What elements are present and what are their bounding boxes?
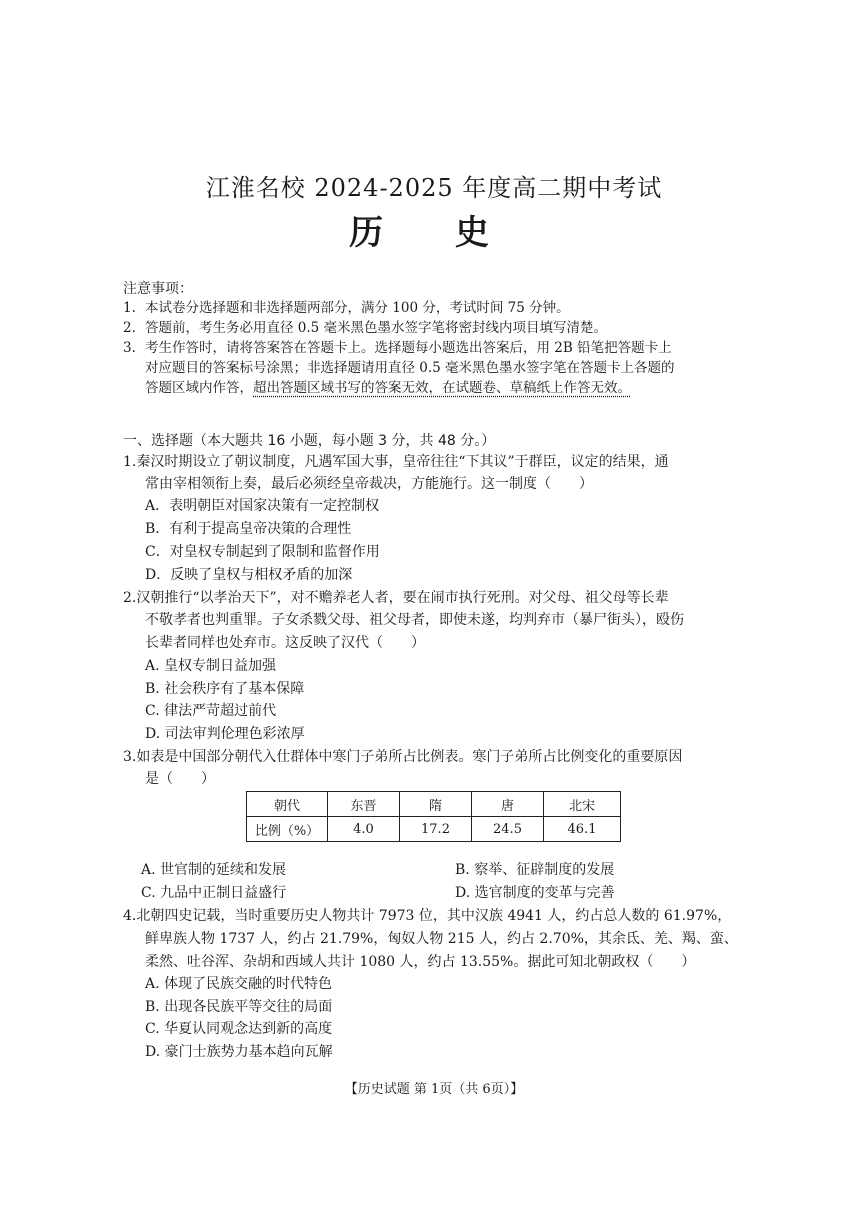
question-number: 4. [123,908,137,924]
question-text: 如表是中国部分朝代入仕群体中寒门子弟所占比例表。寒门子弟所占比例变化的重要原因 [136,749,683,765]
table-cell: 比例（%） [247,817,328,842]
option-b: B. 社会秩序有了基本保障 [145,681,305,697]
option-a: A．表明朝臣对国家决策有一定控制权 [145,498,380,514]
option-c: C. 律法严苛超过前代 [145,703,277,719]
table-row [247,817,621,842]
notice-item-2 [123,318,607,338]
table-cell: 唐 [472,792,544,817]
question-4 [123,905,731,927]
option-a: A. 体现了民族交融的时代特色 [145,976,333,992]
page-footer: 【历史试题 第 1页（共 6页）】 [344,1082,524,1097]
notice-text: 答题区域内作答， [145,380,253,396]
question-1 [123,451,669,473]
notice-text: 对应题目的答案标号涂黑；非选择题请用直径 0.5 毫米黑色墨水签字笔在答题卡上各题的 [145,360,675,376]
question-text: 北朝四史记载，当时重要历史人物共计 7973 位，其中汉族 4941 人，约占总人数的 61.97%， [136,908,732,924]
table-cell: 北宋 [544,792,621,817]
question-number: 2. [123,590,137,606]
question-text: 长辈者同样也处弃市。这反映了汉代（ ） [145,635,425,651]
notice-num: 2. [123,320,136,336]
option-b: B．有利于提高皇帝决策的合理性 [145,521,352,537]
notice-item-3 [123,338,672,358]
option-a: A. 世官制的延续和发展 [141,862,287,878]
option-d: D. 豪门士族势力基本趋向瓦解 [145,1044,333,1060]
table-header-row [247,792,621,817]
question-2 [123,587,669,609]
table-cell: 东晋 [328,792,400,817]
notice-text: 考生作答时，请将答案答在答题卡上。选择题每小题选出答案后，用 2B 铅笔把答题卡上 [145,340,672,356]
notice-last-line [145,378,631,398]
notice-item-1 [123,298,570,318]
notice-text: 本试卷分选择题和非选择题两部分，满分 100 分，考试时间 75 分钟。 [145,300,570,316]
notice-text: 答题前，考生务必用直径 0.5 毫米黑色墨水签字笔将密封线内项目填写清楚。 [145,320,608,336]
question-text: 不敬孝者也判重罪。子女杀戮父母、祖父母者，即使未遂，均判弃市（暴尸街头），殴伤 [145,612,684,628]
option-a: A. 皇权专制日益加强 [145,658,277,674]
table-cell: 朝代 [247,792,328,817]
notice-num: 3. [123,340,136,356]
option-d: D．反映了皇权与相权矛盾的加深 [145,567,353,583]
question-number: 3. [123,749,137,765]
option-b: B. 出现各民族平等交往的局面 [145,999,333,1015]
question-3 [123,746,682,768]
section-title: 一、选择题（本大题共 16 小题，每小题 3 分，共 48 分。） [123,433,496,449]
option-d: D. 选官制度的变革与完善 [455,885,615,901]
notice-num: 1. [123,300,136,316]
table-cell: 4.0 [328,817,400,842]
exam-title: 江淮名校 2024-2025 年度高二期中考试 [205,174,663,202]
option-b: B. 察举、征辟制度的发展 [455,862,615,878]
question-text: 常由宰相领衔上奏，最后必须经皇帝裁决，方能施行。这一制度（ ） [145,476,593,492]
question-text: 鲜卑族人物 1737 人，约占 21.79%，匈奴人物 215 人，约占 2.70%，其余氐、羌、羯、蛮、 [145,931,738,947]
table-cell: 24.5 [472,817,544,842]
question-text: 柔然、吐谷浑、杂胡和西域人共计 1080 人，约占 13.55%。据此可知北朝政权（ ） [145,954,696,970]
notice-heading: 注意事项： [123,281,193,297]
question-text: 秦汉时期设立了朝议制度，凡遇军国大事，皇帝往往“下其议”于群臣，议定的结果，通 [136,454,669,470]
table-cell: 17.2 [400,817,472,842]
table-cell: 隋 [400,792,472,817]
question-text: 是（ ） [145,771,215,787]
subject-title: 历 史 [349,213,519,253]
option-c: C．对皇权专制起到了限制和监督作用 [145,544,380,560]
option-d: D. 司法审判伦理色彩浓厚 [145,726,305,742]
question-text: 汉朝推行“以孝治天下”，对不赡养老人者，要在闹市执行死刑。对父母、祖父母等长辈 [136,590,669,606]
question-number: 1. [123,454,137,470]
option-c: C. 九品中正制日益盛行 [141,885,287,901]
notice-emphasis: 超出答题区域书写的答案无效，在试题卷、草稿纸上作答无效。 [253,380,631,396]
table-cell: 46.1 [544,817,621,842]
ratio-table [246,791,621,842]
option-c: C. 华夏认同观念达到新的高度 [145,1021,333,1037]
